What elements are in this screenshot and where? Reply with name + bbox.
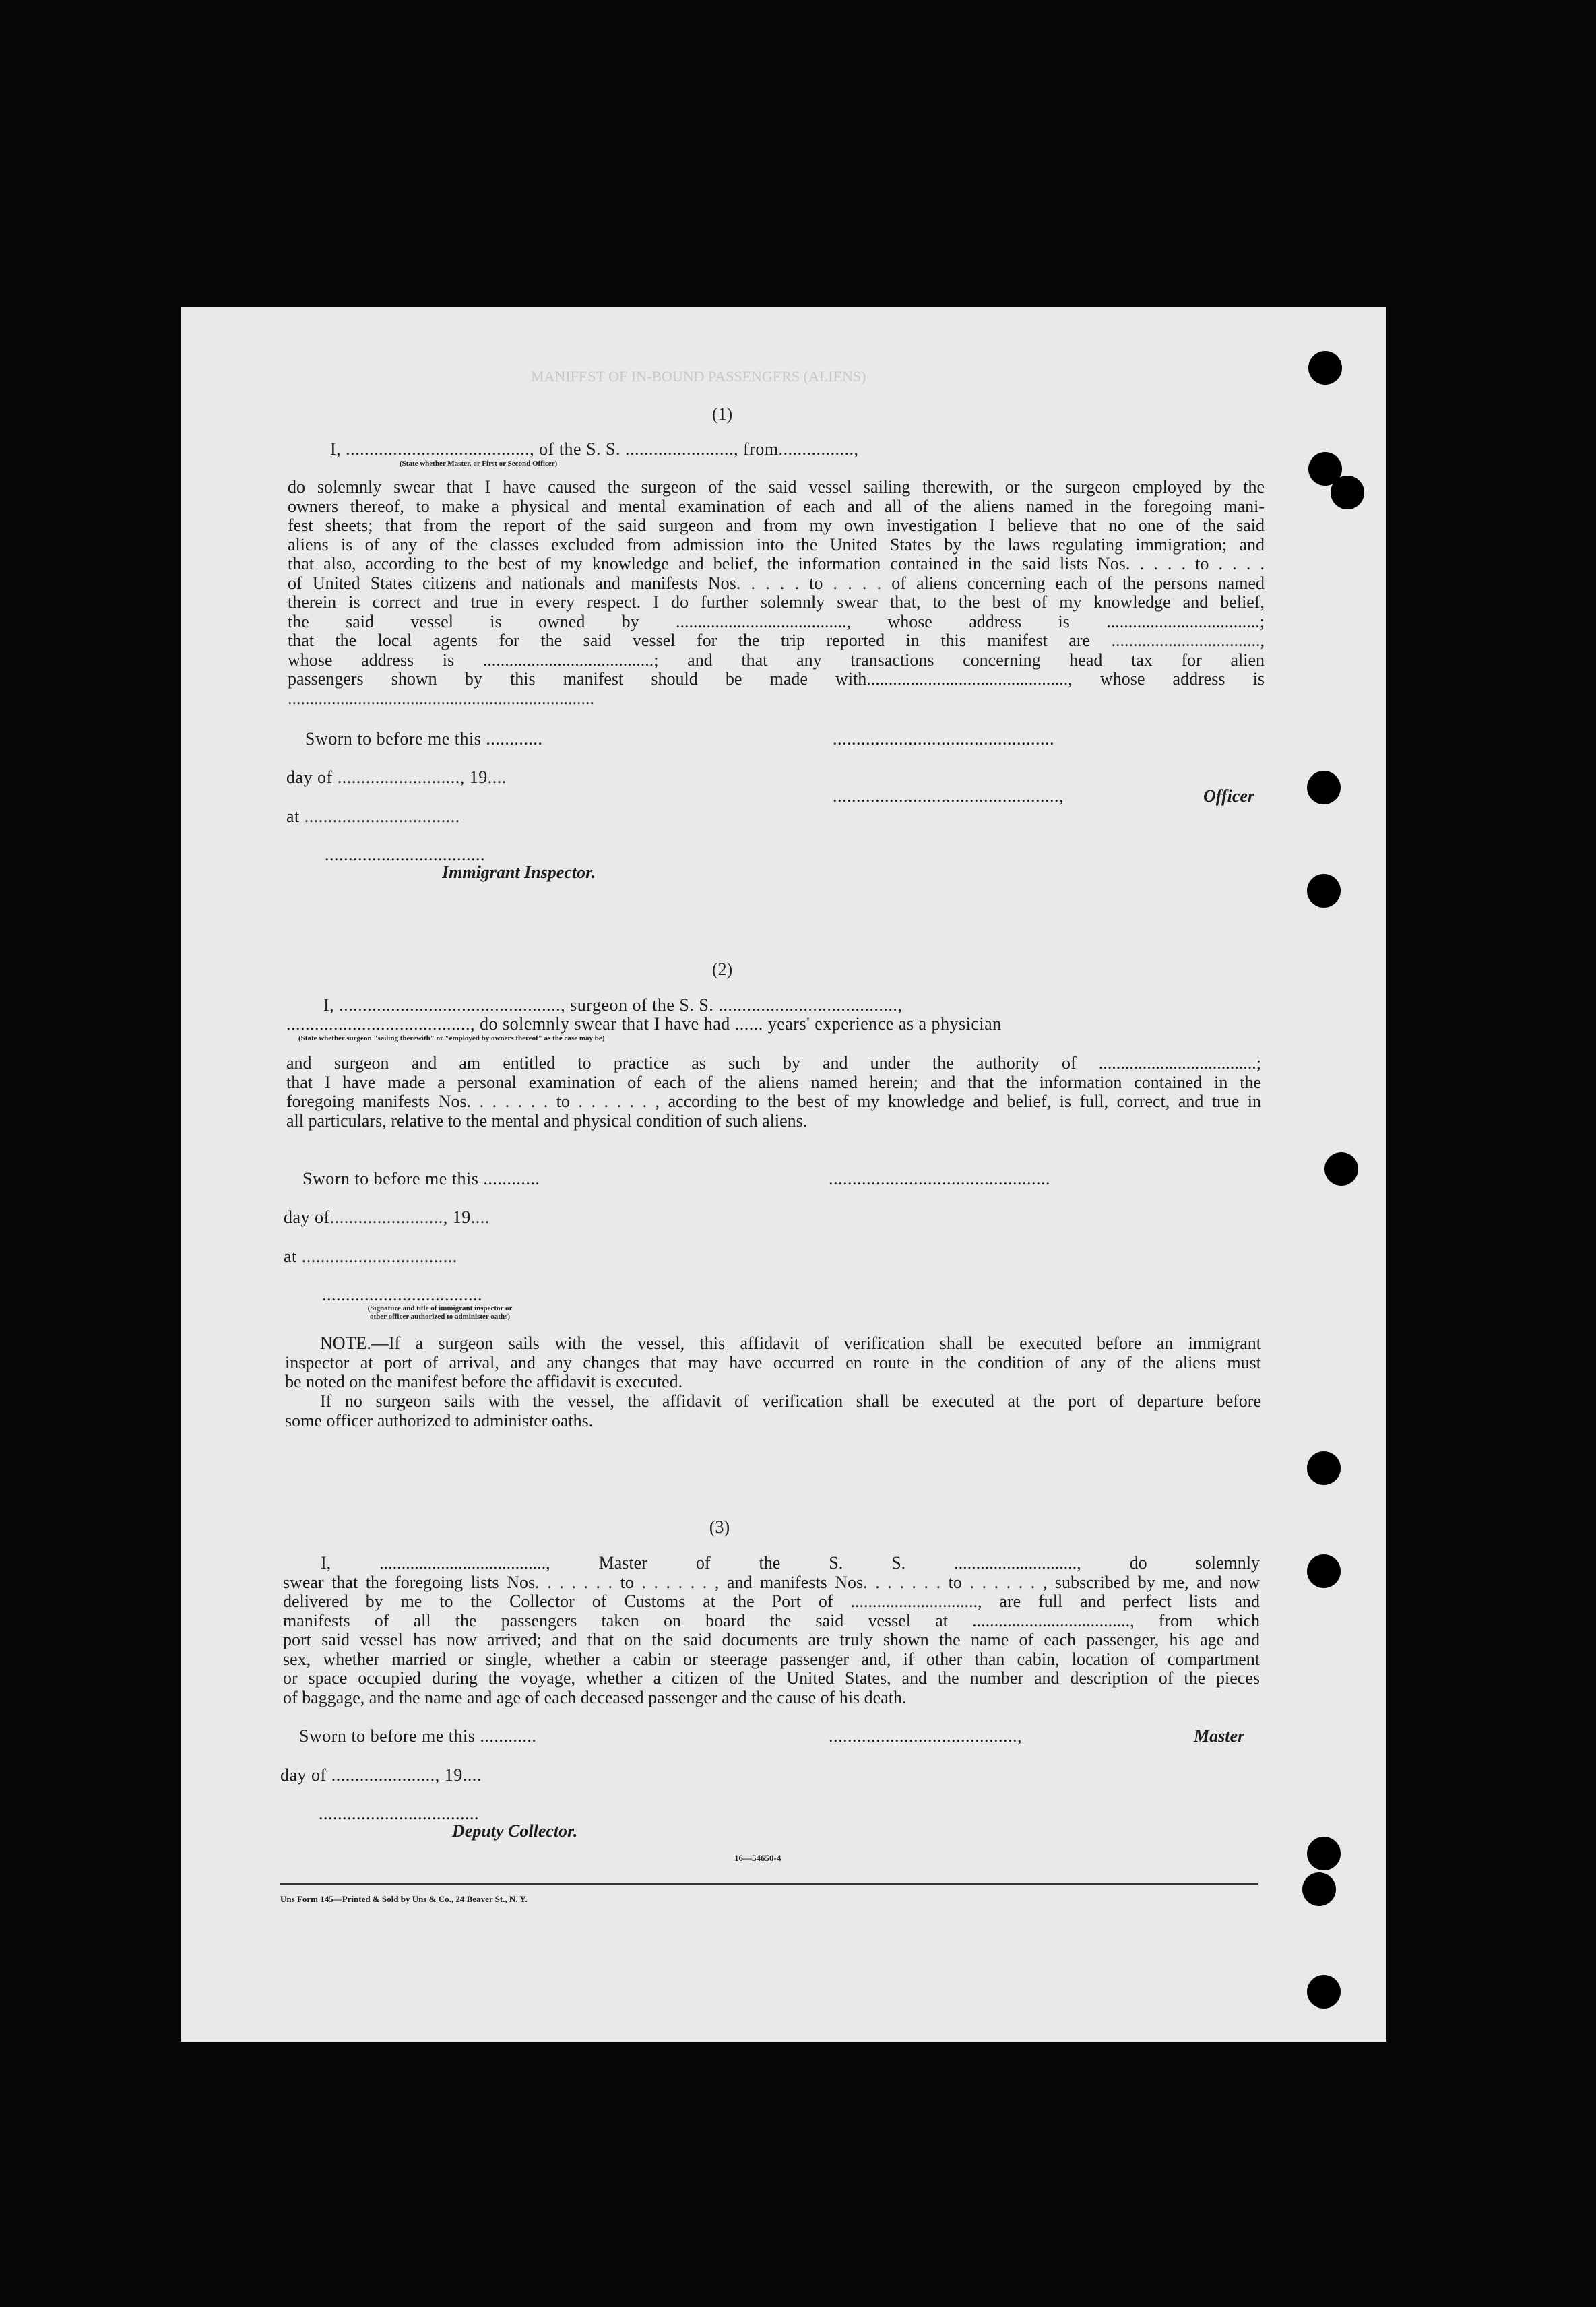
section-1-oath-paragraph: do solemnly swear that I have caused the surgeon of the said vessel sailing therewith, or the surgeon employed by the owners thereof, to make a physical and mental examination of each and all of the aliens named in the foregoing mani- fest sheets; that from the report of the said surgeon and from my own investigation I believe that no one of the said aliens is of any of the classes excluded from admission into the United States by the laws regulating immigration; and that also, according to the best of my knowledge and belief, the information contained in the said lists Nos. . . . . to . . . . of United States citizens and nationals and manifests Nos. . . . . to . . . . of aliens concerning each of the persons named therein is correct and true in every respect. I do further solemnly swear that, to the best of my knowledge and belief, the said vessel is owned by ......................................., whose address is ...................................; that the local agents for the said vessel for the trip reported in this manifest are .................................., whose address is .......................................; and that any transactions concerning head tax for alien passengers shown by this manifest should be made with.............................................., whose address is ...................................................................... (288, 477, 1265, 708)
section-1-officer-note: (State whether Master, or First or Second Officer) (400, 460, 558, 468)
punch-hole (1324, 1152, 1358, 1186)
section-1-signature-dots: .................................. (325, 845, 485, 864)
section-2-note-paragraph-2: If no surgeon sails with the vessel, the affidavit of verification shall be executed at the port of departure before some officer authorized to administer oaths. (285, 1391, 1261, 1430)
document-page (181, 307, 1386, 2042)
printer-footer: Uns Form 145—Printed & Sold by Uns & Co., 24 Beaver St., N. Y. (280, 1894, 528, 1904)
section-2-experience-line: ......................................., do solemnly swear that I have had ...... years' experience as a physician (286, 1014, 1002, 1034)
section-2-oath-paragraph: and surgeon and am entitled to practice as such by and under the authority of ....................................; that I have made a personal examination of each of the aliens named herein; and that the information contained in the foregoing manifests Nos. . . . . . . to . . . . . . , according to the best of my knowledge and belief, is full, correct, and true in all particulars, relative to the mental and physical condition of such aliens. (286, 1053, 1261, 1131)
section-3-oath-paragraph: I, ......................................, Master of the S. S. ............................, do solemnly swear that the foregoing lists Nos. . . . . . . to . . . . . . , and manifests Nos. . . . . . . to . . . . . . , subscribed by me, and now delivered by me to the Collector of Customs at the Port of ............................., are full and perfect lists and manifests of all the passengers taken on board the said vessel at ...................................., from which port said vessel has now arrived; and that on the said documents are truly shown the name of each passenger, his age and sex, whether married or single, whether a cabin or steerage passenger and, if other than cabin, location of compartment or space occupied during the voyage, whether a citizen of the United States, and the number and description of the pieces of baggage, and the name and age of each deceased passenger and the cause of his death. (283, 1553, 1260, 1707)
section-1-officer-label: Officer (1203, 786, 1255, 806)
section-2-sworn-line: Sworn to before me this ............ (302, 1169, 540, 1189)
section-2-note-paragraph: NOTE.—If a surgeon sails with the vessel, this affidavit of verification shall be executed before an immigrant inspector at port of arrival, and any changes that may have occurred en route in the condition of any of the aliens must be noted on the manifest before the affidavit is executed. (285, 1333, 1261, 1391)
section-1-sworn-line: Sworn to before me this ............ (305, 729, 543, 749)
section-2-signature-dots: .................................. (322, 1285, 482, 1304)
section-1-opening-line: I, ......................................., of the S. S. ......................., from................, (330, 439, 859, 459)
section-2-at-line: at ................................. (284, 1246, 457, 1266)
section-1-number: (1) (711, 404, 733, 424)
punch-hole (1307, 1975, 1341, 2009)
section-2-signature-line-right: ............................................... (829, 1169, 1050, 1189)
punch-hole (1307, 874, 1341, 908)
section-3-deputy-collector: Deputy Collector. (452, 1821, 578, 1841)
punch-hole (1308, 351, 1342, 385)
section-2-number: (2) (711, 959, 733, 979)
section-3-day-line: day of ......................, 19.... (280, 1765, 482, 1785)
section-1-at-line: at ................................. (286, 807, 460, 826)
section-1-officer-dots: ................................................, (833, 786, 1064, 806)
punch-hole (1307, 1837, 1341, 1870)
section-3-number: (3) (709, 1517, 730, 1537)
section-2-signature-note: (Signature and title of immigrant inspector or other officer authorized to administer oaths) (367, 1304, 513, 1321)
faded-header: MANIFEST OF IN-BOUND PASSENGERS (ALIENS) (531, 368, 866, 385)
section-2-surgeon-note: (State whether surgeon "sailing therewith" or "employed by owners thereof" as the case may be) (298, 1034, 605, 1042)
punch-hole (1331, 476, 1364, 509)
punch-hole (1307, 1554, 1341, 1588)
punch-hole (1302, 1872, 1336, 1906)
section-3-signature-dots: .................................. (319, 1804, 479, 1823)
section-2-opening-line: I, ..............................................., surgeon of the S. S. ......................................, (323, 995, 903, 1015)
section-2-day-line: day of........................, 19.... (284, 1207, 490, 1227)
section-1-day-line: day of .........................., 19.... (286, 767, 507, 787)
section-3-master-dots: ........................................, (829, 1726, 1022, 1746)
footer-rule (280, 1883, 1258, 1885)
section-1-immigrant-inspector: Immigrant Inspector. (442, 862, 596, 882)
punch-hole (1307, 771, 1341, 804)
section-3-sworn-line: Sworn to before me this ............ (299, 1726, 537, 1746)
punch-hole (1307, 1451, 1341, 1485)
section-3-master-label: Master (1194, 1726, 1245, 1746)
form-code: 16—54650-4 (734, 1853, 781, 1863)
section-1-signature-line-right: ............................................... (833, 729, 1054, 749)
